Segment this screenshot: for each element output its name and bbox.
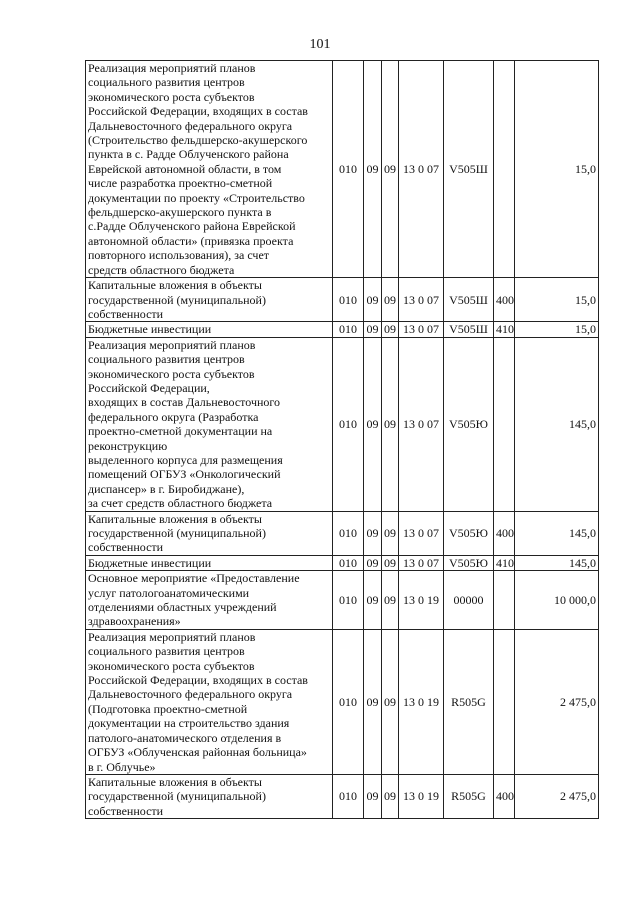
section-code: 09 (364, 322, 382, 337)
table-row (86, 278, 599, 322)
section-code: 09 (364, 337, 382, 511)
expense-direction-code: V505Ю (444, 555, 494, 570)
program-code: 13 0 07 (399, 278, 444, 322)
row-description: Бюджетные инвестиции (86, 555, 333, 570)
row-description: Реализация мероприятий планов социального развития центров экономического роста субъектов Российской Федерации, входящих в состав Дальневосточного федерального округа (Строительство фельдшерско-акушерского пункта в с. Радде Облученского района Еврейской автономной области, в том числе разработка проектно-сметной документации по проекту «Строительство фельдшерско-акушерского пункта в с.Радде Облученского района Еврейской автономной области» (привязка проекта повторного использования), за счет средств областного бюджета (86, 61, 333, 278)
program-code: 13 0 19 (399, 629, 444, 774)
subsection-code: 09 (382, 629, 399, 774)
section-code: 09 (364, 571, 382, 630)
row-description: Капитальные вложения в объекты государственной (муниципальной) собственности (86, 774, 333, 818)
table-row (86, 61, 599, 278)
subsection-code: 09 (382, 61, 399, 278)
expense-direction-code: V505Ш (444, 322, 494, 337)
program-code: 13 0 19 (399, 571, 444, 630)
amount: 15,0 (515, 61, 599, 278)
page-number: 101 (309, 37, 331, 52)
ministry-code: 010 (333, 278, 364, 322)
expense-type-code (494, 629, 515, 774)
program-code: 13 0 07 (399, 511, 444, 555)
amount: 15,0 (515, 322, 599, 337)
section-code: 09 (364, 278, 382, 322)
ministry-code: 010 (333, 61, 364, 278)
ministry-code: 010 (333, 774, 364, 818)
table-row (86, 629, 599, 774)
amount: 145,0 (515, 511, 599, 555)
table-row (86, 511, 599, 555)
expense-direction-code: 00000 (444, 571, 494, 630)
row-description: Реализация мероприятий планов социального развития центров экономического роста субъектов Российской Федерации, входящих в состав Дальневосточного федерального округа (Разработка проектно-сметной документации на реконструкцию выделенного корпуса для размещения помещений ОГБУЗ «Онкологический диспансер» в г. Биробиджане), за счет средств областного бюджета (86, 337, 333, 511)
expense-direction-code: R505G (444, 629, 494, 774)
subsection-code: 09 (382, 337, 399, 511)
expense-type-code: 400 (494, 511, 515, 555)
table-row (86, 322, 599, 337)
expense-direction-code: V505Ш (444, 278, 494, 322)
program-code: 13 0 19 (399, 774, 444, 818)
expense-type-code: 400 (494, 278, 515, 322)
section-code: 09 (364, 774, 382, 818)
row-description: Капитальные вложения в объекты государственной (муниципальной) собственности (86, 278, 333, 322)
subsection-code: 09 (382, 774, 399, 818)
subsection-code: 09 (382, 278, 399, 322)
section-code: 09 (364, 61, 382, 278)
expense-type-code (494, 61, 515, 278)
expense-type-code (494, 571, 515, 630)
table-row (86, 337, 599, 511)
table-row (86, 774, 599, 818)
program-code: 13 0 07 (399, 337, 444, 511)
expense-direction-code: V505Ю (444, 337, 494, 511)
expense-type-code: 410 (494, 555, 515, 570)
expense-type-code: 400 (494, 774, 515, 818)
subsection-code: 09 (382, 511, 399, 555)
amount: 15,0 (515, 278, 599, 322)
expense-direction-code: V505Ш (444, 61, 494, 278)
table-body (86, 61, 599, 819)
program-code: 13 0 07 (399, 555, 444, 570)
program-code: 13 0 07 (399, 322, 444, 337)
ministry-code: 010 (333, 511, 364, 555)
program-code: 13 0 07 (399, 61, 444, 278)
expense-direction-code: V505Ю (444, 511, 494, 555)
section-code: 09 (364, 629, 382, 774)
amount: 2 475,0 (515, 774, 599, 818)
amount: 145,0 (515, 555, 599, 570)
subsection-code: 09 (382, 322, 399, 337)
subsection-code: 09 (382, 555, 399, 570)
row-description: Бюджетные инвестиции (86, 322, 333, 337)
amount: 145,0 (515, 337, 599, 511)
row-description: Реализация мероприятий планов социального развития центров экономического роста субъектов Российской Федерации, входящих в состав Дальневосточного федерального округа (Подготовка проектно-сметной документации на строительство здания патолого-анатомического отделения в ОГБУЗ «Облученская районная больница» в г. Облучье» (86, 629, 333, 774)
expense-direction-code: R505G (444, 774, 494, 818)
expense-type-code (494, 337, 515, 511)
subsection-code: 09 (382, 571, 399, 630)
ministry-code: 010 (333, 555, 364, 570)
row-description: Капитальные вложения в объекты государственной (муниципальной) собственности (86, 511, 333, 555)
table-row (86, 555, 599, 570)
ministry-code: 010 (333, 571, 364, 630)
budget-table (85, 60, 599, 819)
row-description: Основное мероприятие «Предоставление услуг патологоанатомическими отделениями областных учреждений здравоохранения» (86, 571, 333, 630)
ministry-code: 010 (333, 337, 364, 511)
section-code: 09 (364, 511, 382, 555)
ministry-code: 010 (333, 322, 364, 337)
section-code: 09 (364, 555, 382, 570)
amount: 2 475,0 (515, 629, 599, 774)
amount: 10 000,0 (515, 571, 599, 630)
expense-type-code: 410 (494, 322, 515, 337)
table-row (86, 571, 599, 630)
ministry-code: 010 (333, 629, 364, 774)
